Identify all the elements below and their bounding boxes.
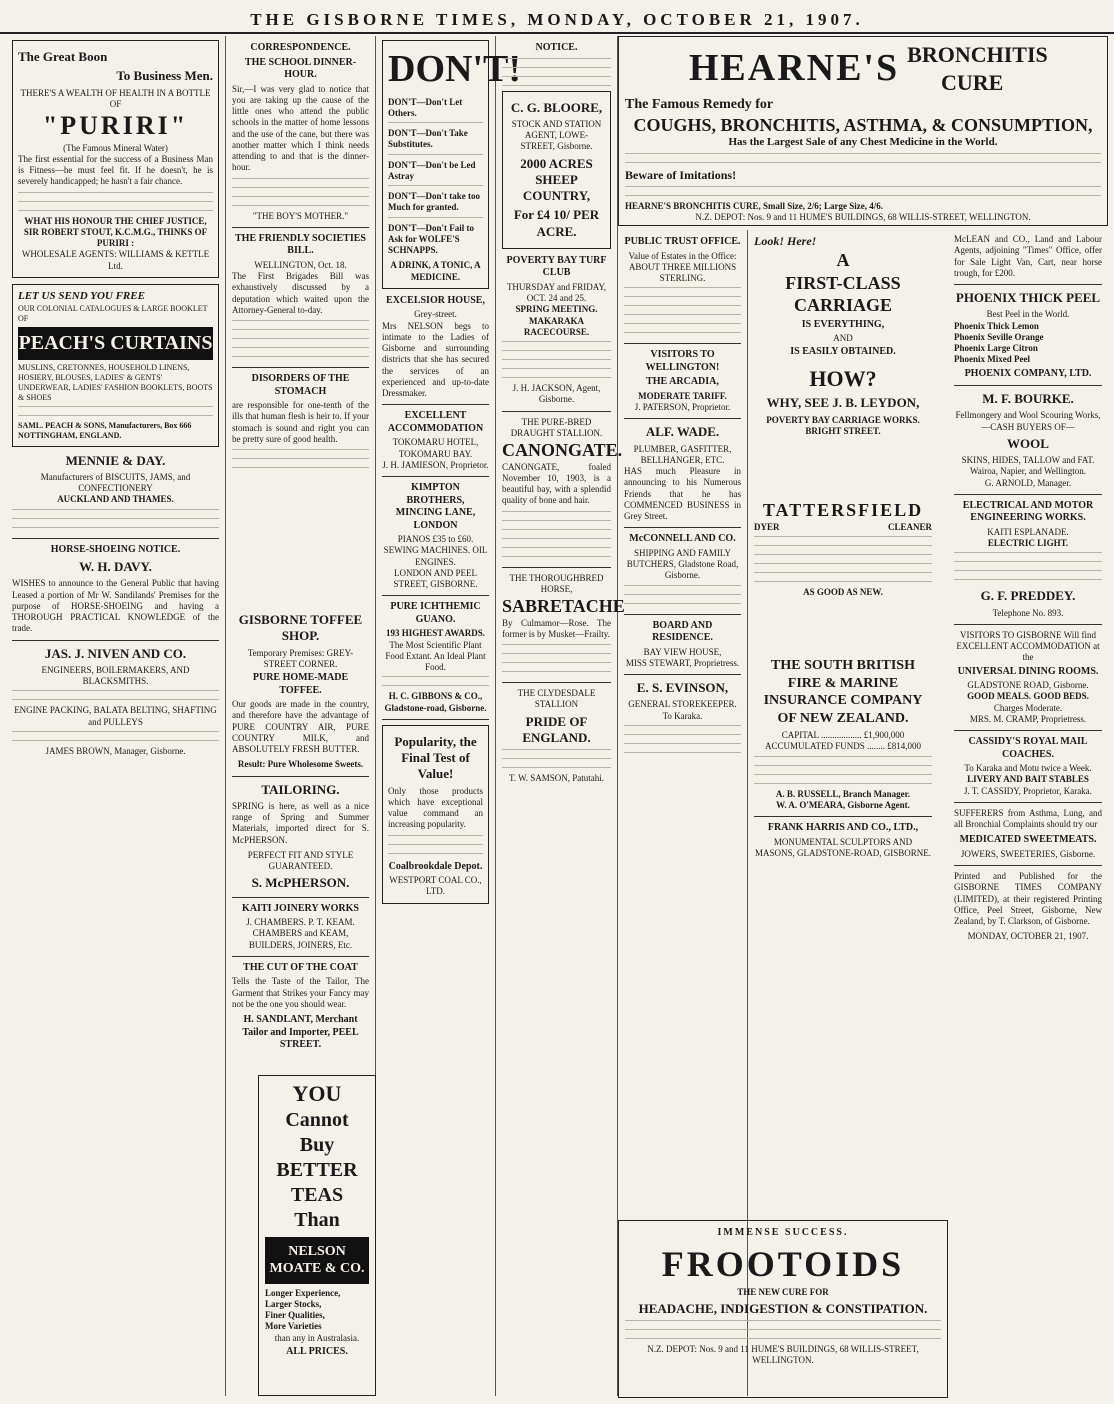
arcadia-title: VISITORS TO WELLINGTON! [645, 349, 720, 373]
turf-meeting: SPRING MEETING. MAKARAKA RACECOURSE. [515, 304, 598, 337]
electric-sub: KAITI ESPLANADE. [987, 526, 1069, 537]
nelson-feature-2: Larger Stocks, [265, 1298, 322, 1309]
horse-body: WISHES to announce to the General Public that having Leased a portion of Mr W. Sandilands' Premises for the purpose of HORSE-SHOEING and having a THOROUGH PRACTICAL KNOWLEDGE of the trade. [12, 578, 219, 634]
horse-name: W. H. DAVY. [79, 559, 152, 574]
dining-lead: VISITORS TO GISBORNE Will find EXCELLENT ACCOMMODATION at the [956, 629, 1100, 663]
horse-title: HORSE-SHOEING NOTICE. [50, 543, 181, 555]
phoenix-line-3: Phoenix Large Citron [954, 343, 1038, 353]
dont-item-2: DON'T—Don't Take Substitutes. [388, 128, 468, 150]
southbritish-agent: W. A. O'MEARA, Gisborne Agent. [776, 799, 910, 810]
phoenix-tag: Best Peel in the World. [986, 309, 1070, 320]
nelson-feature-4: More Varieties [265, 1321, 322, 1332]
electric-name: G. F. PREDDEY. [980, 588, 1076, 604]
peach-ad [12, 284, 219, 447]
electric-tel: Telephone No. 893. [992, 607, 1064, 618]
southbritish-ad [748, 650, 938, 925]
frootoids-brand: FROOTOIDS [661, 1243, 905, 1284]
arcadia-tariff: MODERATE TARIFF. [638, 390, 727, 401]
tailor-body: SPRING is here, as well as a nice range of Spring and Summer Materials, imported direct for S. McPHERSON. [232, 800, 369, 845]
peach-items: MUSLINS, CRETONNES, HOUSEHOLD LINENS, HOSIERY, BLOUSES, LADIES' & GENTS' UNDERWEAR, LADIES' FASHION BOOKLETS, BOOTS & SHOES [18, 362, 213, 402]
mennie-ad [12, 453, 219, 533]
sabretache-sub: THE THOROUGHBRED HORSE, [509, 572, 604, 594]
column-1 [6, 36, 226, 1396]
electric-light: ELECTRIC LIGHT. [987, 538, 1069, 548]
puriri-name: "PURIRI" [42, 111, 189, 140]
hearne-sub: The Famous Remedy for [625, 97, 774, 112]
niven-sub: ENGINEERS, BOILERMAKERS, AND BLACKSMITHS. [41, 664, 190, 686]
harris-sub: MONUMENTAL SCULPTORS AND MASONS, GLADSTONE-ROAD, GISBORNE. [754, 836, 932, 858]
frootoids-sub: THE NEW CURE FOR [737, 1286, 829, 1297]
toffee-head: PURE HOME-MADE TOFFEE. [252, 672, 349, 696]
trustee-value: Value of Estates in the Office: ABOUT THREE MILLIONS STERLING. [628, 250, 737, 283]
nelson-ad [258, 1075, 376, 1396]
toffee-sub: Temporary Premises: GREY-STREET CORNER. [247, 647, 354, 669]
niven-agent: JAMES BROWN, Manager, Gisborne. [45, 745, 186, 756]
corr-body: Sir,—I was very glad to notice that you are taking up the cause of the little ones who attend the public schools in the matter of home lessons and the use of the cane, but there was another matter which I think needs attending to and that is the dinner-hour. [232, 83, 369, 173]
puriri-sub: (The Famous Mineral Water) [63, 142, 168, 153]
canon-sub: THE PURE-BRED DRAUGHT STALLION. [510, 416, 603, 438]
bloore-ad [502, 91, 611, 249]
wade-trades: PLUMBER, GASFITTER, BELLHANGER, ETC. [633, 443, 732, 465]
stomach-body: are responsible for one-tenth of the ills that human flesh is heir to. If your stomach is sound and right you can be pretty sure of good health. [232, 400, 369, 444]
boarding-prop: MISS STEWART, Proprietress. [625, 657, 740, 668]
evinson-sub: GENERAL STOREKEEPER. To Karaka. [628, 699, 737, 721]
peach-lead: LET US SEND YOU FREE [18, 289, 145, 302]
southbritish-title: THE SOUTH BRITISH FIRE & MARINE INSURANCE COMPANY OF NEW ZEALAND. [763, 658, 923, 726]
cut-name: H. SANDLANT, Merchant Tailor and Importer, PEEL STREET. [242, 1014, 359, 1050]
turf-dates: THURSDAY and FRIDAY, OCT. 24 and 25. [506, 281, 607, 303]
toko-title: EXCELLENT ACCOMMODATION [387, 410, 484, 434]
southbritish-branch: A. B. RUSSELL, Branch Manager. [775, 788, 911, 799]
horse-ad [12, 544, 219, 635]
corr-label: CORRESPONDENCE. [250, 42, 351, 53]
puriri-line: THERE'S A WEALTH OF HEALTH IN A BOTTLE OF [20, 87, 211, 109]
carriage-street: BRIGHT STREET. [805, 425, 881, 436]
toko-name: J. H. JAMIESON, Proprietor. [382, 459, 489, 470]
carriage-ad [748, 230, 938, 490]
hearne-big: COUGHS, BRONCHITIS, ASTHMA, & CONSUMPTION, [633, 114, 1093, 135]
niven-items: ENGINE PACKING, BALATA BELTING, SHAFTING and PULLEYS [14, 705, 217, 727]
coaches-stable: LIVERY AND BAIT STABLES [967, 774, 1089, 785]
bourke-title: M. F. BOURKE. [982, 391, 1074, 406]
dining-meals: GOOD MEALS. GOOD BEDS. [967, 691, 1089, 702]
dining-title: UNIVERSAL DINING ROOMS. [957, 665, 1099, 677]
popular-brand: Coalbrookdale Depot. [388, 860, 483, 872]
asthma-body: SUFFERERS from Asthma, Lung, and all Bronchial Complaints should try our [954, 807, 1102, 829]
dont-item-4: DON'T—Don't take too Much for granted. [388, 191, 480, 213]
carriage-line-2: CARRIAGE [793, 295, 892, 315]
cut-title: THE CUT OF THE COAT [243, 961, 358, 973]
toffee-result: Result: Pure Wholesome Sweets. [237, 759, 364, 770]
pride-sub: THE CLYDESDALE STALLION [517, 688, 596, 710]
frootoids-head: IMMENSE SUCCESS. [717, 1227, 849, 1238]
bourke-mgr: G. ARNOLD, Manager. [984, 477, 1072, 488]
bloore-notice: NOTICE. [535, 42, 578, 53]
peach-sub: OUR COLONIAL CATALOGUES & LARGE BOOKLET OF [18, 303, 208, 323]
popular-title: Popularity, the Final Test of Value! [394, 733, 477, 782]
southbritish-funds: ACCUMULATED FUNDS ........ £814,000 [764, 741, 921, 752]
nelson-prices: ALL PRICES. [286, 1345, 348, 1357]
bill-place: WELLINGTON, Oct. 18. [254, 259, 347, 270]
dont-item-3: DON'T—Don't be Led Astray [388, 159, 476, 181]
trustee-title: PUBLIC TRUST OFFICE. [624, 236, 741, 247]
kimpton-title: KIMPTON BROTHERS, MINCING LANE, LONDON [395, 482, 476, 531]
boarding-name: BAY VIEW HOUSE, [643, 646, 722, 657]
excelsior-body: Mrs NELSON begs to intimate to the Ladies of Gisborne and surrounding districts that she has secured the services of an experienced and up-to-date Dressmaker. [382, 320, 489, 398]
carriage-why: WHY, SEE J. B. LEYDON, [766, 395, 920, 411]
nelson-brand: NELSON MOATE & CO. [265, 1237, 369, 1284]
mennie-title: MENNIE & DAY. [65, 452, 166, 468]
nelson-feature-5: than any in Australasia. [274, 1332, 360, 1343]
dont-title: DON'T! [388, 48, 521, 90]
puriri-body: The first essential for the success of a Business Man is Fitness—he must feel fit. If he doesn't, he is severely handicapped; he hasn't a fair chance. [18, 153, 213, 187]
guano-award: 193 HIGHEST AWARDS. [385, 628, 486, 639]
column-7 [948, 230, 1108, 1396]
bourke-wool: WOOL [1007, 435, 1049, 451]
puriri-ad [12, 40, 219, 278]
cut-body: Tells the Taste of the Tailor, The Garment that Strikes your Fancy may not be the one you should wear. [232, 976, 369, 1009]
phoenix-line-2: Phoenix Seville Orange [954, 331, 1044, 342]
bourke-branches: Wairoa, Napier, and Wellington. [970, 466, 1086, 477]
kimpton-addr: LONDON AND PEEL STREET, GISBORNE. [393, 567, 478, 589]
carriage-how: HOW? [809, 365, 877, 391]
guano-agent: H. C. GIBBONS & CO., Gladstone-road, Gisborne. [384, 691, 487, 713]
guano-title: PURE ICHTHEMIC GUANO. [390, 601, 481, 625]
dont-item-5: DON'T—Don't Fail to Ask for WOLFE'S SCHNAPPS. [388, 222, 475, 255]
coaches-prop: J. T. CASSIDY, Proprietor, Karaka. [964, 785, 1092, 796]
popular-ad [382, 725, 489, 904]
bloore-price: For £4 10/ PER ACRE. [513, 207, 600, 239]
excelsior-sub: Grey-street. [414, 309, 457, 320]
hearne-price: HEARNE'S BRONCHITIS CURE, Small Size, 2/6; Large Size, 4/6. [625, 200, 884, 211]
mennie-place: AUCKLAND AND THAMES. [57, 494, 174, 505]
nelson-line-3: Buy [299, 1133, 335, 1156]
dont-ad [382, 40, 521, 289]
pride-sign: T. W. SAMSON, Patutahi. [508, 773, 605, 783]
hearne-brand-2: BRONCHITIS CURE [907, 42, 1048, 95]
joinery-firm: CHAMBERS and KEAM, BUILDERS, JOINERS, Etc. [248, 928, 353, 950]
dont-item-1: DON'T—Don't Let Others. [388, 96, 463, 118]
excelsior-title: EXCELSIOR HOUSE, [386, 294, 485, 306]
mcconnell-sub: SHIPPING AND FAMILY BUTCHERS, Gladstone Road, Gisborne. [626, 547, 739, 581]
pride-title: PRIDE OF ENGLAND. [522, 713, 591, 745]
boarding-title: BOARD AND RESIDENCE. [652, 619, 713, 643]
tattersfield-tag: AS GOOD AS NEW. [803, 586, 883, 597]
hearne-tag: Has the Largest Sale of any Chest Medicine in the World. [728, 136, 998, 148]
phoenix-line-1: Phoenix Thick Lemon [954, 320, 1039, 331]
nelson-line-4: BETTER [276, 1158, 358, 1181]
tattersfield-dyer: DYER [754, 521, 780, 532]
kimpton-items: PIANOS £35 to £60. SEWING MACHINES. OIL ENGINES. [383, 534, 488, 567]
imprint-body: Printed and Published for the GISBORNE TIMES COMPANY (LIMITED), at their registered Printing Office, Peel Street, Gisborne, New Zealand, by T. Clarkson, of Gisborne. [954, 871, 1102, 926]
niven-title: JAS. J. NIVEN AND CO. [44, 645, 187, 661]
tattersfield-cleaner: CLEANER [887, 521, 932, 532]
frootoids-depot: N.Z. DEPOT: Nos. 9 and 11 HUME'S BUILDINGS, 68 WILLIS-STREET, WELLINGTON. [647, 1344, 919, 1366]
imprint-date: MONDAY, OCTOBER 21, 1907. [967, 931, 1089, 942]
nelson-feature-1: Longer Experience, [265, 1287, 341, 1298]
hearne-ad [618, 36, 1108, 226]
asthma-title: MEDICATED SWEETMEATS. [959, 834, 1097, 846]
corr-sign: "THE BOY'S MOTHER." [252, 210, 349, 221]
tattersfield-ad [748, 495, 938, 645]
tailor-name: S. McPHERSON. [251, 875, 350, 891]
column-4 [496, 36, 625, 1396]
toko-sub: TOKOMARU HOTEL, TOKOMARU BAY. [392, 437, 479, 459]
toffee-title: GISBORNE TOFFEE SHOP. [238, 612, 363, 644]
guano-body: The Most Scientific Plant Food Extant. An Ideal Plant Food. [385, 639, 486, 672]
bill-body: The First Brigades Bill was exhaustively discussed by a deputation which waited upon the Attorney-General to-day. [232, 271, 369, 315]
dining-prop: MRS. M. CRAMP, Proprietress. [969, 713, 1087, 724]
peach-banner: PEACH'S CURTAINS [18, 327, 213, 360]
carriage-look: Look! Here! [754, 234, 817, 248]
dont-tag: A DRINK, A TONIC, A MEDICINE. [390, 260, 481, 282]
toffee-body: Our goods are made in the country, and therefore have the advantage of PURE COUNTRY AIR, PURE COUNTRY MILK, and ABSOLUTELY FRESH BUTTER. [232, 699, 369, 754]
mcconnell-title: McCONNELL AND CO. [629, 533, 736, 545]
wade-name: ALF. WADE. [645, 424, 720, 440]
mennie-sub: Manufacturers of BISCUITS, JAMS, and CONFECTIONERY [40, 471, 191, 493]
carriage-and: AND [833, 333, 853, 343]
peach-addr: SAML. PEACH & SONS, Manufacturers, Box 666 NOTTINGHAM, ENGLAND. [18, 420, 192, 440]
harris-title: FRANK HARRIS AND CO., LTD., [767, 822, 919, 833]
frootoids-ad [618, 1220, 948, 1398]
nelson-line-2: Cannot [285, 1108, 349, 1131]
arcadia-prop: J. PATERSON, Proprietor. [634, 402, 731, 412]
niven-ad [12, 646, 219, 758]
sabretache-title: SABRETACHE [502, 596, 625, 616]
arcadia-name: THE ARCADIA, [646, 376, 719, 388]
puriri-title-2: To Business Men. [116, 68, 213, 84]
hearne-brand: HEARNE'S [688, 46, 900, 89]
nelson-feature-3: Finer Qualities, [265, 1310, 325, 1320]
electric-title: ELECTRICAL AND MOTOR ENGINEERING WORKS. [962, 499, 1094, 524]
bloore-name: C. G. BLOORE, [510, 99, 603, 115]
hearne-depot: N.Z. DEPOT: Nos. 9 and 11 HUME'S BUILDINGS, 68 WILLIS-STREET, WELLINGTON. [695, 212, 1031, 222]
carriage-works: POVERTY BAY CARRIAGE WORKS. [766, 414, 920, 425]
asthma-name: JOWERS, SWEETERIES, Gisborne. [960, 848, 1096, 859]
carriage-line-1: FIRST-CLASS [785, 272, 901, 293]
frootoids-big: HEADACHE, INDIGESTION & CONSTIPATION. [638, 1300, 928, 1316]
bill-title: THE FRIENDLY SOCIETIES BILL. [235, 232, 366, 257]
bourke-sub: Fellmongery and Wool Scouring Works, [955, 410, 1101, 421]
phoenix-line-4: Phoenix Mixed Peel [954, 354, 1030, 365]
popular-addr: WESTPORT COAL CO., LTD. [389, 875, 482, 897]
canon-body: CANONGATE, foaled November 10, 1903, is a beautiful bay, with a splendid quality of bone and hair. [502, 461, 611, 506]
turf-agent: J. H. JACKSON, Agent, Gisborne. [512, 383, 601, 405]
nelson-line-5: TEAS [290, 1183, 344, 1206]
canon-title: CANONGATE. [502, 440, 623, 460]
nelson-line-1: YOU [292, 1081, 342, 1106]
joinery-names: J. CHAMBERS. P. T. KEAM. [246, 917, 355, 927]
bourke-skins: SKINS, HIDES, TALLOW and FAT. [961, 455, 1095, 465]
southbritish-capital: CAPITAL .................. £1,900,000 [781, 730, 905, 740]
bourke-cash: —CASH BUYERS OF— [981, 421, 1075, 432]
wade-body: HAS much Pleasure in announcing to his Numerous Friends that he has COMMENCED BUSINESS in Grey Street. [624, 466, 741, 521]
evinson-name: E. S. EVINSON, [636, 680, 729, 695]
carriage-a: A [836, 250, 850, 270]
puriri-agents: WHOLESALE AGENTS: WILLIAMS & KETTLE Ltd. [21, 249, 210, 271]
maclean-body: McLEAN and CO., Land and Labour Agents, adjoining "Times" Office, offer for Sale Light Van, Cart, near horse trough, for £200. [954, 234, 1102, 278]
masthead [0, 0, 1114, 34]
coaches-title: CASSIDY'S ROYAL MAIL COACHES. [968, 736, 1088, 760]
dining-addr: GLADSTONE ROAD, Gisborne. [967, 680, 1089, 690]
hearne-beware: Beware of Imitations! [625, 167, 737, 182]
carriage-line-4: IS EASILY OBTAINED. [790, 346, 896, 358]
phoenix-co: PHOENIX COMPANY, LTD. [964, 367, 1092, 379]
nelson-line-6: Than [294, 1208, 340, 1231]
carriage-line-3: IS EVERYTHING, [801, 318, 885, 330]
column-3 [376, 36, 521, 1396]
stomach-title: DISORDERS OF THE STOMACH [251, 373, 350, 397]
sabretache-body: By Culmamor—Rose. The former is by Musket—Frailty. [502, 617, 611, 639]
puriri-title: The Great Boon [18, 49, 108, 64]
turf-title: POVERTY BAY TURF CLUB [506, 254, 607, 279]
bloore-sub: STOCK AND STATION AGENT, LOWE-STREET, Gisborne. [511, 118, 602, 152]
coaches-route: To Karaka and Motu twice a Week. [964, 763, 1092, 773]
masthead-title: THE GISBORNE TIMES, MONDAY, OCTOBER 21, 1907. [250, 10, 864, 29]
corr-title: THE SCHOOL DINNER-HOUR. [244, 56, 357, 80]
joinery-title: KAITI JOINERY WORKS [242, 902, 359, 914]
tailor-title: TAILORING. [261, 781, 340, 797]
phoenix-title: PHOENIX THICK PEEL [955, 290, 1101, 305]
puriri-quote: WHAT HIS HONOUR THE CHIEF JUSTICE, SIR ROBERT STOUT, K.C.M.G., THINKS OF PURIRI : [23, 215, 208, 248]
dining-charges: Charges Moderate. [993, 702, 1063, 713]
tailor-fit: PERFECT FIT AND STYLE GUARANTEED. [247, 849, 354, 871]
tattersfield-title: TATTERSFIELD [762, 500, 924, 520]
bloore-snap: 2000 ACRES SHEEP COUNTRY, [520, 155, 593, 203]
popular-body: Only those products which have exceptional value command an increasing popularity. [388, 785, 483, 830]
